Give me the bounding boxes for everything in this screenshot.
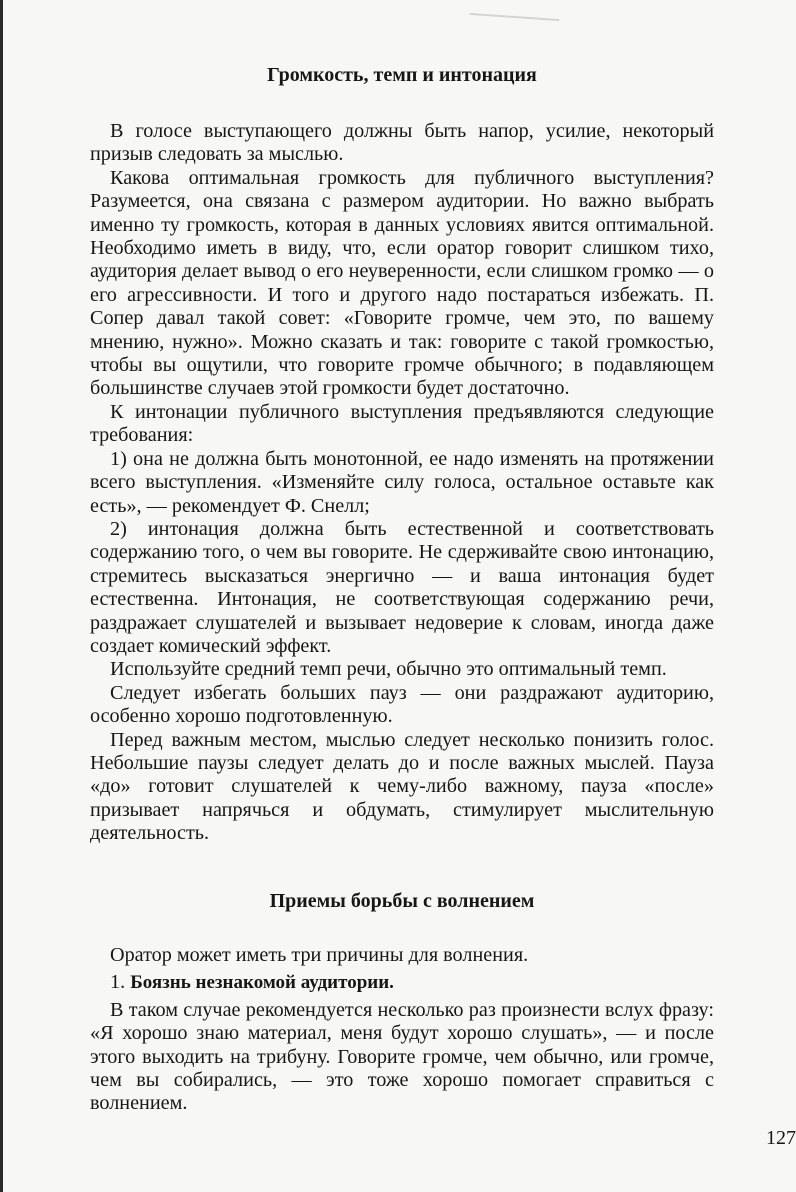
list-item-heading [90, 971, 714, 994]
paragraph: Какова оптимальная громкость для публичного выступления? Разумеется, она связана с размером аудитории. Но важно выбрать именно ту громкость, которая в данных условиях явится оптимальной. Необходимо иметь в виду, что, если оратор говорит слишком тихо, аудитория делает вывод о его неуверенности, если слишком громко — о его агрессивности. И того и другого надо постараться избежать. П. Сопер давал такой совет: «Говорите громче, чем это, по вашему мнению, нужно». Можно сказать и так: говорите с такой громкостью, чтобы вы ощутили, что говорите громче обычного; в подавляющем большинстве случаев этой громкости будет достаточно. [90, 166, 714, 400]
paragraph: К интонации публичного выступления предъявляются следующие требования: [90, 400, 714, 447]
page-number: 127 [766, 1127, 796, 1149]
paragraph: Перед важным местом, мыслью следует несколько понизить голос. Небольшие паузы следует делать до и после важных мыслей. Пауза «до» готовит слушателей к чему-либо важному, пауза «после» призывает напрячься и обдумать, стимулирует мыслительную деятельность. [90, 728, 714, 845]
list-item-title: Боязнь незнакомой аудитории. [130, 972, 394, 994]
intro-paragraph: Оратор может иметь три причины для волнения. [110, 944, 529, 966]
scan-artifact [470, 0, 561, 21]
section-body-anxiety [90, 944, 714, 1120]
paragraph: В голосе выступающего должны быть напор, усилие, некоторый призыв следовать за мыслью. [90, 120, 714, 166]
paragraph: В таком случае рекомендуется несколько раз произнести вслух фразу: «Я хорошо знаю материал, меня будут хорошо слушать», — и после этого выходить на трибуну. Говорите громче, чем обычно, или громче, чем вы собирались, — это тоже хорошо помогает справиться с волнением. [90, 998, 714, 1115]
list-item-number: 1. [110, 971, 126, 994]
page-binding-edge [0, 0, 3, 1192]
paragraph: Следует избегать больших пауз — они раздражают аудиторию, особенно хорошо подготовленную. [90, 681, 714, 728]
section-title-anxiety: Приемы борьбы с волнением [269, 890, 535, 912]
section-title-volume: Громкость, темп и интонация [267, 64, 537, 86]
section-body-volume [90, 120, 714, 846]
paragraph: Используйте средний темп речи, обычно это оптимальный темп. [110, 658, 667, 681]
paragraph: 1) она не должна быть монотонной, ее надо изменять на протяжении всего выступления. «Изменяйте силу голоса, остальное оставьте как есть», — рекомендует Ф. Снелл; [90, 447, 714, 517]
paragraph: 2) интонация должна быть естественной и соответствовать содержанию того, о чем вы говорите. Не сдерживайте свою интонацию, стремитесь высказаться энергично — и ваша интонация будет естественна. Интонация, не соответствующая содержанию речи, раздражает слушателей и вызывает недоверие к словам, иногда даже создает комический эффект. [90, 517, 714, 657]
